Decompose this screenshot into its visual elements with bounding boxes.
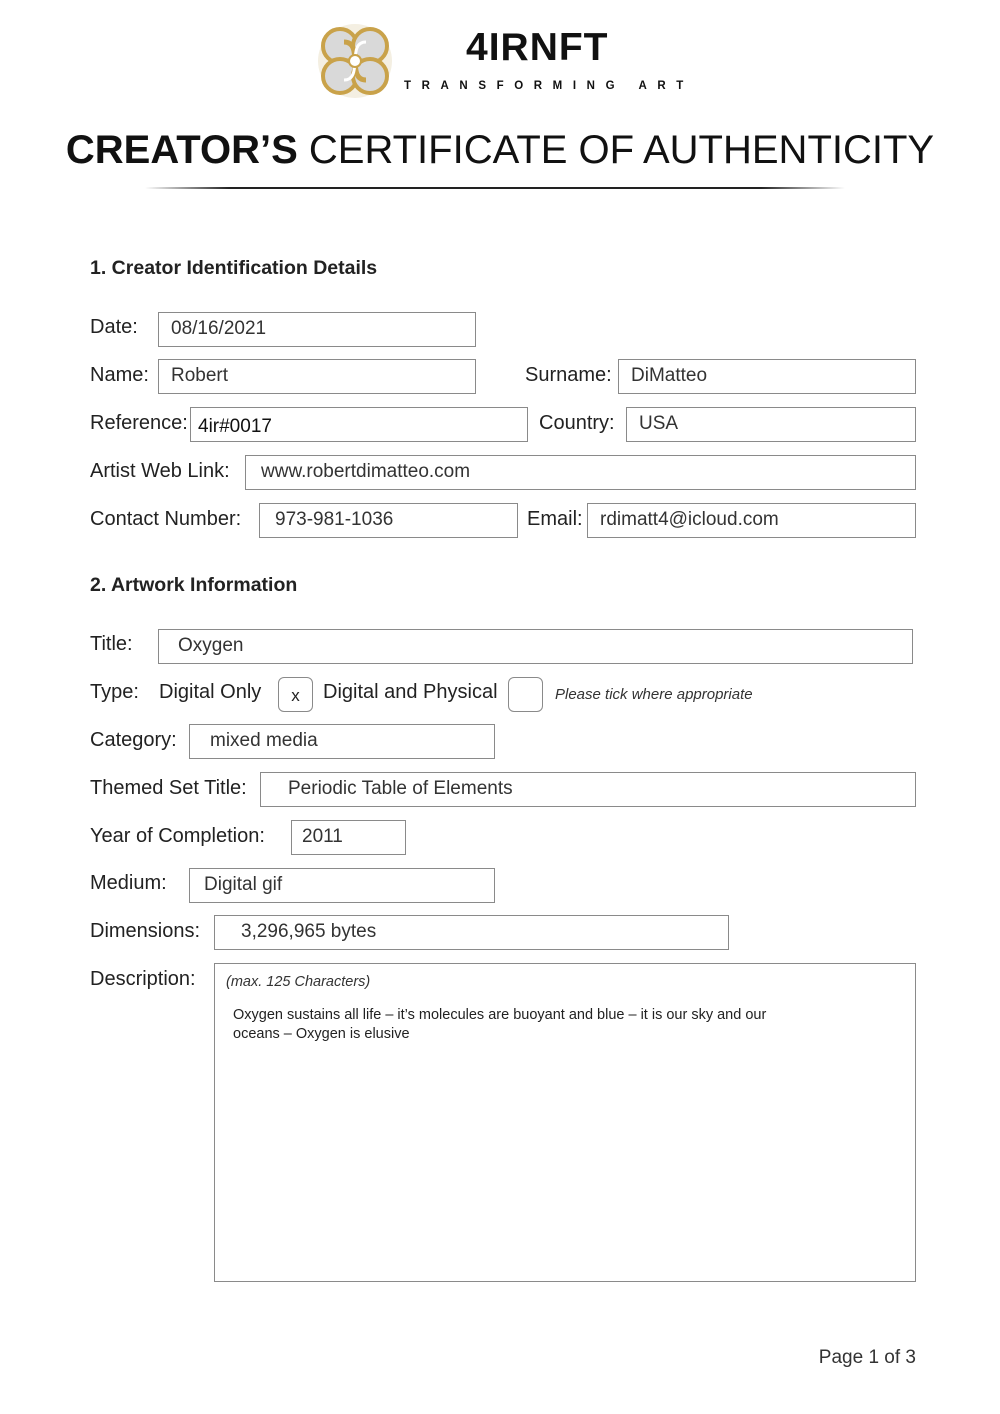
digital-only-checkbox[interactable]: x	[278, 677, 313, 712]
description-text: Oxygen sustains all life – it’s molecules are buoyant and blue – it is our sky and our oceans – Oxygen is elusive	[233, 1007, 767, 1042]
title-divider	[145, 187, 845, 189]
category-field[interactable]: mixed media	[189, 724, 495, 759]
digital-physical-label: Digital and Physical	[323, 681, 498, 703]
section-heading-artwork: 2. Artwork Information	[90, 574, 298, 596]
digital-only-label: Digital Only	[159, 681, 262, 703]
section-heading-creator: 1. Creator Identification Details	[90, 257, 378, 279]
web-link-label: Artist Web Link:	[90, 460, 230, 482]
themed-set-label: Themed Set Title:	[90, 777, 247, 799]
title-field[interactable]: Oxygen	[158, 629, 913, 664]
medium-field[interactable]: Digital gif	[189, 868, 495, 903]
reference-label: Reference:	[90, 412, 188, 434]
reference-field[interactable]: 4ir#0017	[190, 407, 528, 442]
email-label: Email:	[527, 508, 583, 530]
name-field[interactable]: Robert	[158, 359, 476, 394]
description-label: Description:	[90, 968, 196, 990]
year-label: Year of Completion:	[90, 825, 265, 847]
country-field[interactable]: USA	[626, 407, 916, 442]
brand-name: 4IRNFT	[466, 26, 609, 69]
web-link-field[interactable]: www.robertdimatteo.com	[245, 455, 916, 490]
surname-label: Surname:	[525, 364, 612, 386]
title-bold: CREATOR’S	[65, 128, 298, 172]
year-field[interactable]: 2011	[291, 820, 406, 855]
logo-icon	[316, 22, 394, 100]
page-number: Page 1 of 3	[818, 1347, 916, 1368]
date-label: Date:	[90, 316, 138, 338]
description-field[interactable]	[214, 963, 916, 1282]
page-title	[0, 128, 1000, 173]
contact-number-label: Contact Number:	[90, 508, 242, 530]
surname-field[interactable]: DiMatteo	[618, 359, 916, 394]
contact-number-field[interactable]: 973-981-1036	[259, 503, 518, 538]
description-hint: (max. 125 Characters)	[226, 974, 371, 990]
type-label: Type:	[90, 681, 139, 703]
dimensions-label: Dimensions:	[90, 920, 201, 942]
category-label: Category:	[90, 729, 177, 751]
medium-label: Medium:	[90, 872, 167, 894]
themed-set-field[interactable]: Periodic Table of Elements	[260, 772, 916, 807]
brand-tagline: TRANSFORMING ART	[404, 80, 694, 92]
dimensions-field[interactable]: 3,296,965 bytes	[214, 915, 729, 950]
title-rest: CERTIFICATE OF AUTHENTICITY	[308, 128, 935, 172]
tick-hint: Please tick where appropriate	[555, 686, 753, 703]
title-label: Title:	[90, 633, 133, 655]
name-label: Name:	[90, 364, 149, 386]
email-field[interactable]: rdimatt4@icloud.com	[587, 503, 916, 538]
date-field[interactable]: 08/16/2021	[158, 312, 476, 347]
country-label: Country:	[539, 412, 615, 434]
digital-physical-checkbox[interactable]	[508, 677, 543, 712]
